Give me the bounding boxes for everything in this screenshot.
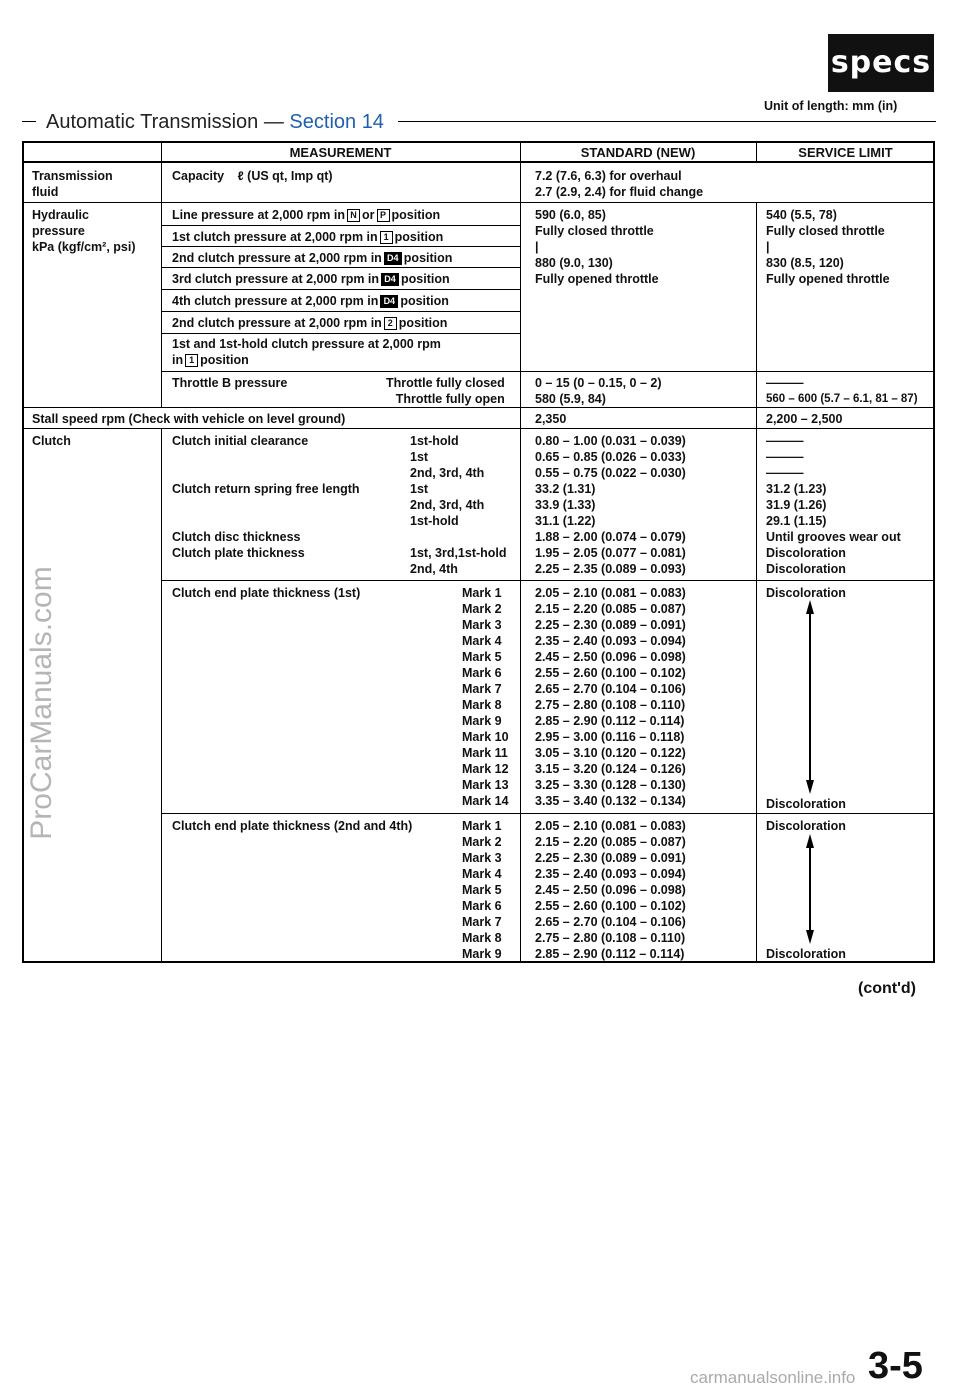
hydraulic-label: Hydraulic pressure kPa (kgf/cm², psi) xyxy=(32,208,136,254)
endplate-1st-standard: 2.05 – 2.10 (0.081 – 0.083) 2.15 – 2.20 (0.085 – 0.087) 2.25 – 2.30 (0.089 – 0.091) 2.35 – 2.40 (0.093 – 0.094) 2.45 – 2.50 (0.096 – 0.098) 2.55 – 2.60 (0.100 – 0.102) 2.65 – 2.70 (0.104 – 0.106) 2.75 – 2.80 (0.108 – 0.110) 2.85 – 2.90 (0.112 – 0.114) 2.95 – 3.00 (0.116 – 0.118) 3.05 – 3.10 (0.120 – 0.122) 3.15 – 3.20 (0.124 – 0.126) 3.25 – 3.30 (0.128 – 0.130) 3.35 – 3.40 (0.132 – 0.134) xyxy=(535,586,686,808)
arrow-down-icon xyxy=(806,780,814,794)
endplate-1st-service-bottom: Discoloration xyxy=(766,797,846,811)
clutch-standard: 0.80 – 1.00 (0.031 – 0.039) 0.65 – 0.85 (0.026 – 0.033) 0.55 – 0.75 (0.022 – 0.030) 33.2 (1.31) 33.9 (1.33) 31.1 (1.22) 1.88 – 2.00 (0.074 – 0.079) 1.95 – 2.05 (0.077 – 0.081) 2.25 – 2.35 (0.089 – 0.093) xyxy=(535,434,686,576)
row-line-clutch xyxy=(161,580,935,581)
throttle-label: Throttle B pressure xyxy=(172,376,288,390)
col-line-1 xyxy=(161,141,162,407)
header-rule-left xyxy=(22,121,36,122)
col-line-3b xyxy=(756,203,757,963)
row-text: 2nd clutch pressure at 2,000 rpm in xyxy=(172,251,382,265)
endplate-2nd-label: Clutch end plate thickness (2nd and 4th) xyxy=(172,819,413,833)
header-rule-right xyxy=(398,121,936,122)
hydraulic-service: 540 (5.5, 78) Fully closed throttle | 830 (8.5, 120) Fully opened throttle xyxy=(766,208,890,286)
fluid-standard: 7.2 (7.6, 6.3) for overhaul 2.7 (2.9, 2.4) for fluid change xyxy=(535,169,704,199)
row-line-h4 xyxy=(161,289,520,290)
title-text: Automatic Transmission xyxy=(46,111,259,133)
row-text: position xyxy=(401,272,450,286)
endplate-1st-marks: Mark 1 Mark 2 Mark 3 Mark 4 Mark 5 Mark 6 Mark 7 Mark 8 Mark 9 Mark 10 Mark 11 Mark 12 Mark 13 Mark 14 xyxy=(462,586,509,808)
throttle-service-dash: ——— xyxy=(766,376,804,390)
range-box: N xyxy=(347,209,360,222)
endplate-1st-label: Clutch end plate thickness (1st) xyxy=(172,586,361,600)
row-text: Line pressure at 2,000 rpm in xyxy=(172,208,345,222)
col-header-measurement: MEASUREMENT xyxy=(289,145,392,160)
page-number: 3-5 xyxy=(868,1345,923,1387)
hydraulic-row-hold xyxy=(172,336,441,368)
range-arrow-line xyxy=(809,612,811,782)
hydraulic-row-4th xyxy=(172,293,449,309)
hold-line-2 xyxy=(172,352,441,368)
hydraulic-row-line xyxy=(172,207,440,223)
row-text: position xyxy=(400,294,449,308)
clutch-items: Clutch initial clearance Clutch return spring free length Clutch disc thickness Clutch plate thickness xyxy=(172,434,360,560)
row-line-throttle xyxy=(22,407,935,408)
col-header-standard: STANDARD (NEW) xyxy=(580,145,696,160)
stall-label: Stall speed rpm (Check with vehicle on level ground) xyxy=(32,412,346,426)
row-text: position xyxy=(403,251,453,265)
hydraulic-row-2nd xyxy=(172,250,452,266)
hold-line-1: 1st and 1st-hold clutch pressure at 2,000 rpm xyxy=(172,337,441,351)
row-text: position xyxy=(394,230,444,244)
clutch-conditions: 1st-hold 1st 2nd, 3rd, 4th 1st 2nd, 3rd, 4th 1st-hold 1st, 3rd,1st-hold 2nd, 4th xyxy=(410,434,507,576)
stall-service: 2,200 – 2,500 xyxy=(766,412,843,426)
clutch-label: Clutch xyxy=(32,434,71,448)
arrow-down-icon xyxy=(806,930,814,944)
footer-watermark: carmanualsonline.info xyxy=(690,1368,856,1387)
col-line-2 xyxy=(520,141,521,963)
row-line-header xyxy=(22,161,935,163)
row-text: 4th clutch pressure at 2,000 rpm in xyxy=(172,294,379,308)
row-line-h5 xyxy=(161,311,520,312)
range-box: 1 xyxy=(185,354,198,367)
specs-badge: specs xyxy=(828,34,934,92)
row-line-hold xyxy=(161,371,935,372)
row-text: position xyxy=(200,353,249,367)
row-line-h1 xyxy=(161,225,520,226)
side-watermark: ProCarManuals.com xyxy=(25,566,58,840)
hydraulic-row-1st xyxy=(172,229,443,245)
endplate-2nd-marks: Mark 1 Mark 2 Mark 3 Mark 4 Mark 5 Mark 6 Mark 7 Mark 8 Mark 9 xyxy=(462,819,502,961)
row-text: position xyxy=(391,208,441,222)
range-box: D4 xyxy=(381,273,399,286)
range-box: 1 xyxy=(380,231,393,244)
col-line-1b xyxy=(161,428,162,963)
row-line-endplate xyxy=(161,813,935,814)
row-text: in xyxy=(172,353,184,367)
range-box: D4 xyxy=(380,295,398,308)
row-text: or xyxy=(362,208,375,222)
page-title xyxy=(46,111,384,134)
capacity-label: Capacity xyxy=(172,169,225,183)
row-text: 3rd clutch pressure at 2,000 rpm in xyxy=(172,272,380,286)
endplate-1st-service-top: Discoloration xyxy=(766,586,846,600)
col-header-service: SERVICE LIMIT xyxy=(798,145,893,160)
row-line-h3 xyxy=(161,267,520,268)
row-line-stall xyxy=(22,428,935,429)
hydraulic-standard: 590 (6.0, 85) Fully closed throttle | 880 (9.0, 130) Fully opened throttle xyxy=(535,208,659,286)
row-line-h6 xyxy=(161,333,520,334)
row-text: 2nd clutch pressure at 2,000 rpm in xyxy=(172,316,382,330)
section-ref: Section 14 xyxy=(289,111,384,133)
fluid-capacity xyxy=(172,168,333,184)
clutch-service: ——— ——— ——— 31.2 (1.23) 31.9 (1.26) 29.1 (1.15) Until grooves wear out Discoloration Discoloration xyxy=(766,434,901,576)
throttle-conditions: Throttle fully closed Throttle fully open xyxy=(386,376,505,406)
range-arrow-line xyxy=(809,846,811,936)
hydraulic-row-2nd-2 xyxy=(172,315,447,331)
range-box: 2 xyxy=(384,317,397,330)
throttle-standard: 0 – 15 (0 – 0.15, 0 – 2) 580 (5.9, 84) xyxy=(535,376,662,406)
row-line-h2 xyxy=(161,246,520,247)
range-box: D4 xyxy=(384,252,402,265)
hydraulic-row-3rd xyxy=(172,271,450,287)
stall-standard: 2,350 xyxy=(535,412,567,426)
endplate-2nd-standard: 2.05 – 2.10 (0.081 – 0.083) 2.15 – 2.20 (0.085 – 0.087) 2.25 – 2.30 (0.089 – 0.091) 2.35 – 2.40 (0.093 – 0.094) 2.45 – 2.50 (0.096 – 0.098) 2.55 – 2.60 (0.100 – 0.102) 2.65 – 2.70 (0.104 – 0.106) 2.75 – 2.80 (0.108 – 0.110) 2.85 – 2.90 (0.112 – 0.114) xyxy=(535,819,686,961)
capacity-unit: ℓ (US qt, Imp qt) xyxy=(237,169,333,183)
fluid-label: Transmission fluid xyxy=(32,169,113,199)
throttle-service: 560 – 600 (5.7 – 6.1, 81 – 87) xyxy=(766,393,918,405)
endplate-2nd-service-top: Discoloration xyxy=(766,819,846,833)
endplate-2nd-service-bottom: Discoloration xyxy=(766,947,846,961)
range-box: P xyxy=(377,209,390,222)
unit-note: Unit of length: mm (in) xyxy=(764,99,898,113)
title-dash: — xyxy=(263,111,284,133)
row-text: 1st clutch pressure at 2,000 rpm in xyxy=(172,230,378,244)
row-text: position xyxy=(398,316,448,330)
row-line-fluid xyxy=(22,202,935,203)
continued-note: (cont'd) xyxy=(858,980,917,997)
